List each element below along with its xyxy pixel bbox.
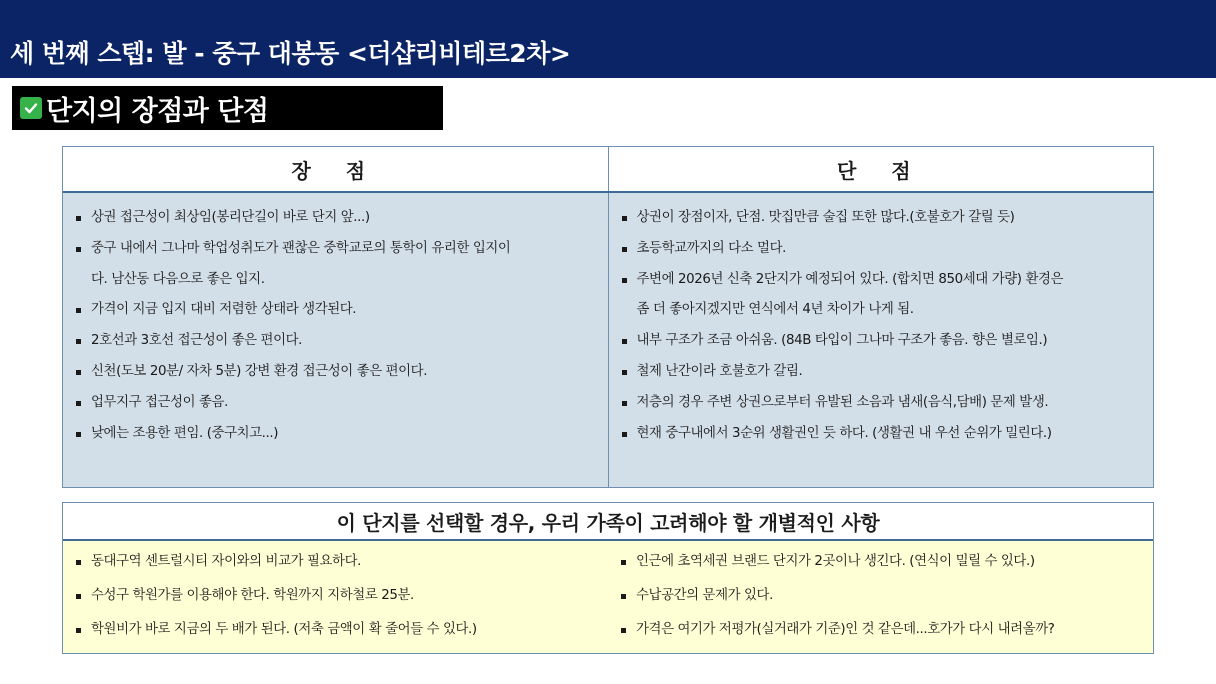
pros-header: 장 점 — [63, 147, 609, 191]
considerations-table — [62, 502, 1154, 654]
considerations-left-column — [63, 541, 608, 653]
list-item: 상권이 장점이자, 단점. 맛집만큼 술집 또한 많다.(호불호가 갈릴 듯) — [621, 203, 1154, 234]
list-item: 내부 구조가 조금 아쉬움. (84B 타입이 그나마 구조가 좋음. 향은 별로임.) — [621, 326, 1154, 357]
list-item-continuation: 다. 남산동 다음으로 좋은 입지. — [91, 271, 265, 287]
list-item: 신천(도보 20분/ 자차 5분) 강변 환경 접근성이 좋은 편이다. — [75, 357, 608, 388]
pros-cons-header-row — [63, 147, 1153, 193]
list-item: 업무지구 접근성이 좋음. — [75, 388, 608, 419]
cons-list — [621, 203, 1154, 449]
list-item: 현재 중구내에서 3순위 생활권인 듯 하다. (생활권 내 우선 순위가 밀린다.) — [621, 419, 1154, 450]
list-item: 낮에는 조용한 편임. (중구치고...) — [75, 419, 608, 450]
pros-cons-body — [63, 193, 1153, 487]
list-item: 초등학교까지의 다소 멀다. — [621, 234, 1154, 265]
pros-cons-table — [62, 146, 1154, 488]
list-item: 중구 내에서 그나마 학업성취도가 괜찮은 중학교로의 통학이 유리한 입지이 — [75, 234, 608, 265]
check-box-icon — [20, 97, 42, 119]
list-item: 수성구 학원가를 이용해야 한다. 학원까지 지하철로 25분. — [75, 579, 608, 613]
list-item: 가격은 여기가 저평가(실거래가 기준)인 것 같은데...호가가 다시 내려올까? — [620, 613, 1153, 647]
list-item: 주변에 2026년 신축 2단지가 예정되어 있다. (합치면 850세대 가량) 환경은 — [621, 265, 1154, 296]
cons-column — [609, 193, 1154, 487]
list-item: 가격이 지금 입지 대비 저렴한 상태라 생각된다. — [75, 295, 608, 326]
list-item-continuation: 좀 더 좋아지겠지만 연식에서 4년 차이가 나게 됨. — [636, 302, 914, 318]
list-item: 2호선과 3호선 접근성이 좋은 편이다. — [75, 326, 608, 357]
considerations-header: 이 단지를 선택할 경우, 우리 가족이 고려해야 할 개별적인 사항 — [63, 503, 1153, 541]
page-title: 세 번째 스텝: 발 - 중구 대봉동 <더샵리비테르2차> — [10, 39, 571, 68]
list-item: 상권 접근성이 최상임(봉리단길이 바로 단지 앞...) — [75, 203, 608, 234]
considerations-left-list — [75, 545, 608, 647]
cons-header: 단 점 — [836, 158, 925, 183]
pros-list — [75, 203, 608, 449]
list-item: 동대구역 센트럴시티 자이와의 비교가 필요하다. — [75, 545, 608, 579]
list-item: 수납공간의 문제가 있다. — [620, 579, 1153, 613]
header-bar — [0, 0, 1216, 78]
section-label — [12, 86, 443, 130]
considerations-right-list — [620, 545, 1153, 647]
section-title: 단지의 장점과 단점 — [46, 95, 269, 127]
list-item: 저층의 경우 주변 상권으로부터 유발된 소음과 냄새(음식,담배) 문제 발생. — [621, 388, 1154, 419]
considerations-body — [63, 541, 1153, 653]
pros-column — [63, 193, 609, 487]
list-item: 학원비가 바로 지금의 두 배가 된다. (저축 금액이 확 줄어들 수 있다.) — [75, 613, 608, 647]
considerations-right-column — [608, 541, 1153, 653]
list-item: 인근에 초역세권 브랜드 단지가 2곳이나 생긴다. (연식이 밀릴 수 있다.) — [620, 545, 1153, 579]
list-item: 철제 난간이라 호불호가 갈림. — [621, 357, 1154, 388]
